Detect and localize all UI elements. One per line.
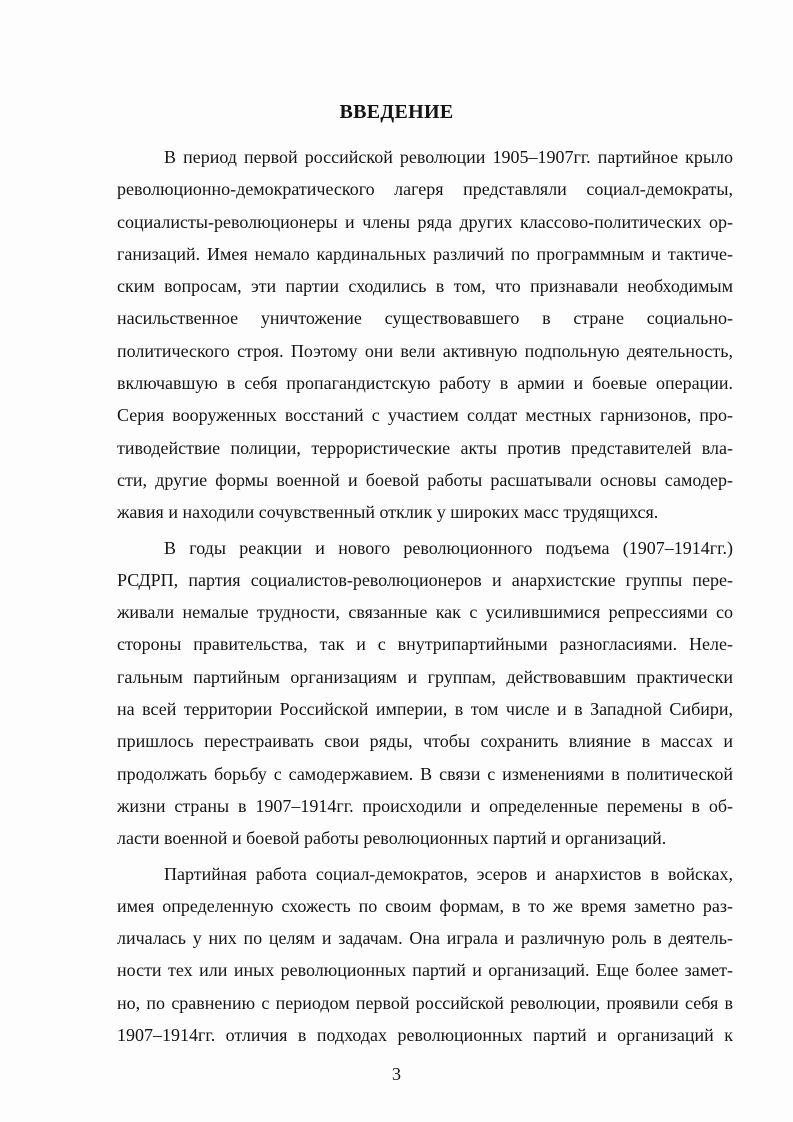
page-number: 3 xyxy=(392,1064,401,1084)
paragraph xyxy=(117,141,733,529)
text-line: насильственное уничтожение существовавшего в стране социально- xyxy=(117,308,733,329)
text-line: живали немалые трудности, связанные как с усилившимися репрессиями со xyxy=(117,602,733,623)
text-line: включавшую в себя пропагандистскую работу в армии и боевые операции. xyxy=(117,373,733,394)
text-line: жавия и находили сочувственный отклик у широких масс трудящихся. xyxy=(117,502,659,523)
paragraph xyxy=(117,858,733,1052)
text-line: стороны правительства, так и с внутрипартийными разногласиями. Неле- xyxy=(117,634,733,655)
text-line: ласти военной и боевой работы революционных партий и организаций. xyxy=(117,828,667,849)
document-body xyxy=(117,141,733,1054)
text-line: РСДРП, партия социалистов-революционеров и анархистские группы пере- xyxy=(117,569,733,590)
text-line: продолжать борьбу с самодержавием. В связи с изменениями в политической xyxy=(117,763,733,784)
text-line: В период первой российской революции 1905–1907гг. партийное крыло xyxy=(164,147,733,167)
text-line: революционно-демократического лагеря представляли социал-демократы, xyxy=(117,179,733,200)
text-line: Серия вооруженных восстаний с участием солдат местных гарнизонов, про- xyxy=(117,405,733,426)
text-line: но, по сравнению с периодом первой российской революции, проявили себя в xyxy=(117,992,733,1013)
text-line: ганизаций. Имея немало кардинальных различий по программным и тактиче- xyxy=(117,243,733,264)
text-line: личалась у них по целям и задачам. Она играла и различную роль в деятель- xyxy=(117,928,733,949)
paragraph xyxy=(117,532,733,855)
text-line: Партийная работа социал-демократов, эсеров и анархистов в войсках, xyxy=(164,863,733,884)
text-line: ности тех или иных революционных партий и организаций. Еще более замет- xyxy=(117,960,733,981)
text-line: пришлось перестраивать свои ряды, чтобы сохранить влияние в массах и xyxy=(117,731,733,752)
text-line: на всей территории Российской империи, в том числе и в Западной Сибири, xyxy=(117,699,733,720)
text-line: имея определенную схожесть по своим формам, в то же время заметно раз- xyxy=(117,895,733,916)
text-line: 1907–1914гг. отличия в подходах революционных партий и организаций к xyxy=(117,1025,733,1046)
text-line: ским вопросам, эти партии сходились в том, что признавали необходимым xyxy=(117,276,733,297)
text-line: политического строя. Поэтому они вели активную подпольную деятельность, xyxy=(117,340,733,361)
text-line: социалисты-революционеры и члены ряда других классово-политических ор- xyxy=(117,211,733,232)
text-line: гальным партийным организациям и группам, действовавшим практически xyxy=(117,666,733,687)
text-line: тиводействие полиции, террористические акты против представителей вла- xyxy=(117,437,733,458)
text-line: жизни страны в 1907–1914гг. происходили и определенные перемены в об- xyxy=(117,795,733,816)
text-line: В годы реакции и нового революционного подъема (1907–1914гг.) xyxy=(164,537,733,558)
page-title: ВВЕДЕНИЕ xyxy=(339,101,454,123)
text-line: сти, другие формы военной и боевой работы расшатывали основы самодер- xyxy=(117,469,733,490)
